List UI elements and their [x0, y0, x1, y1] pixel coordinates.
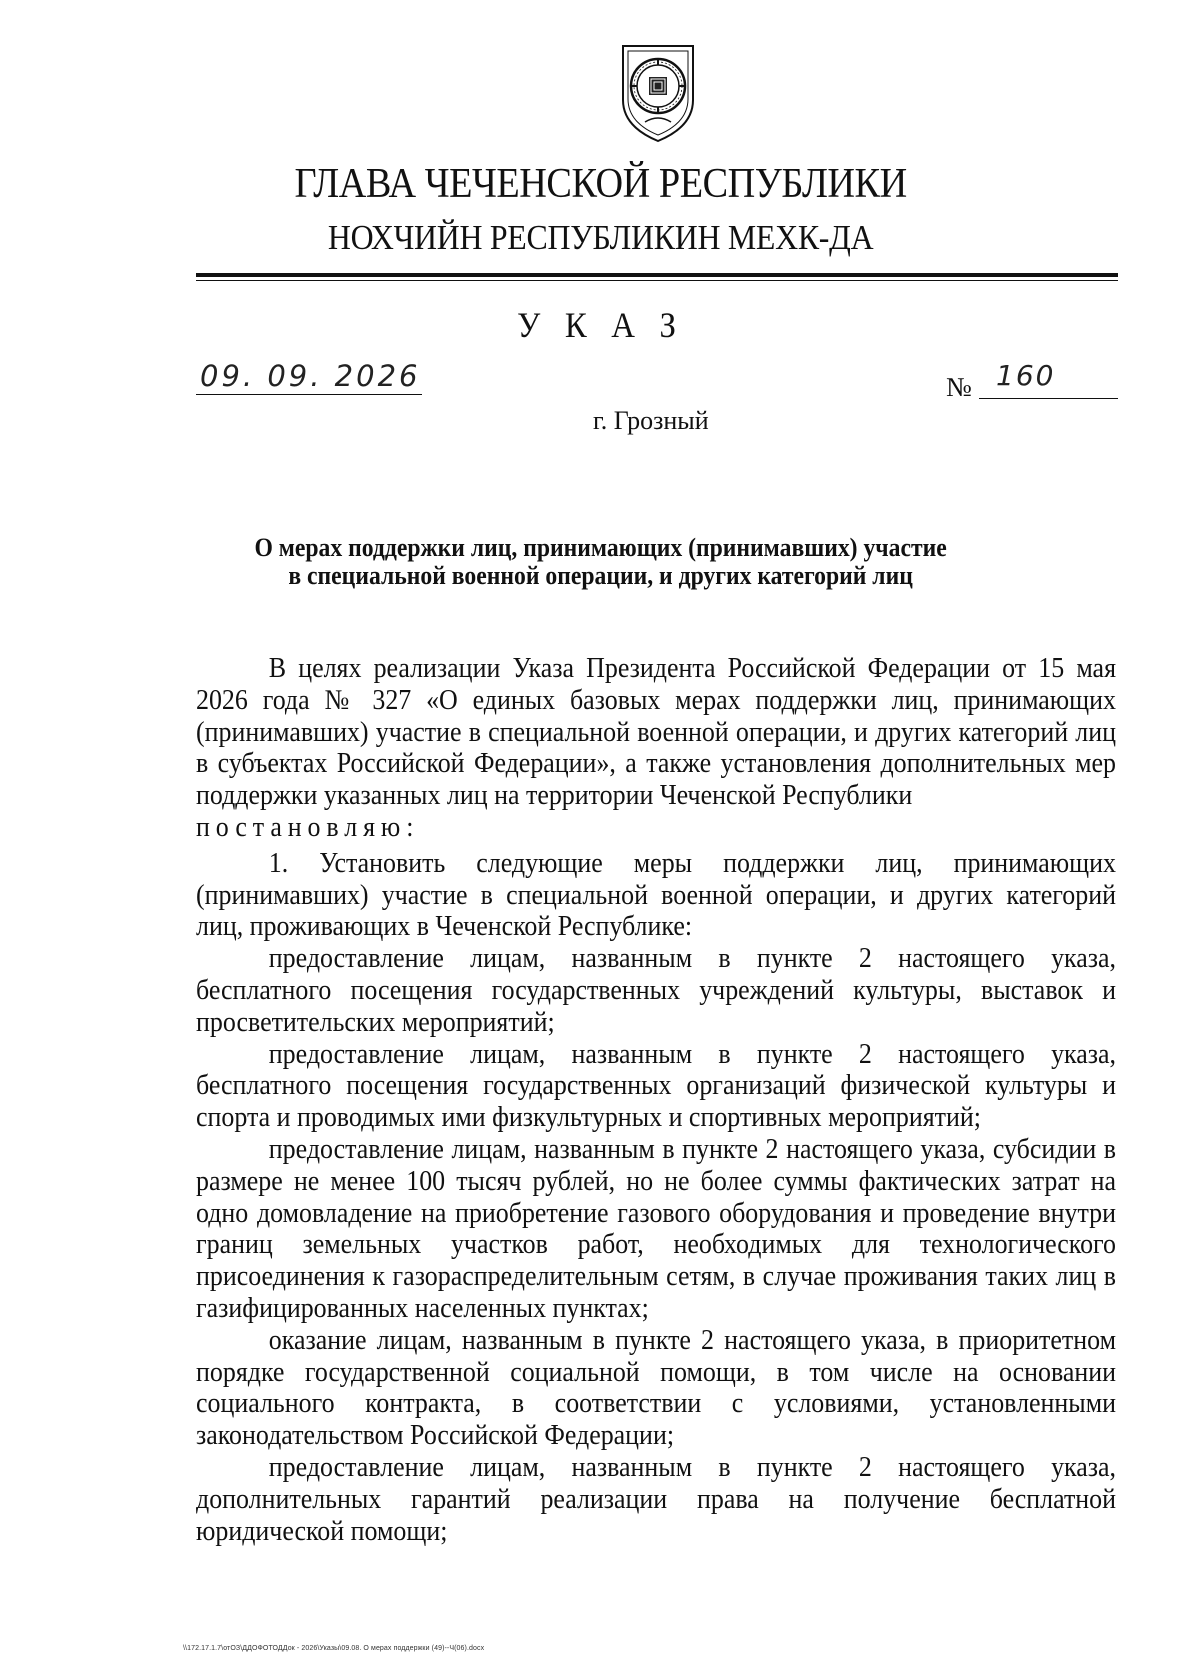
authority-subtitle: НОХЧИЙН РЕСПУБЛИКИН МЕХК-ДА	[327, 218, 874, 257]
footer-file-path: \\172.17.1.7\отОЗ\ДДОФОТОДДок - 2026\Указы\09.08. О мерах поддержки (49)--Ч(06).docx	[183, 1645, 485, 1652]
document-place: г. Грозный	[593, 406, 709, 435]
body-paragraph: предоставление лицам, названным в пункте 2 настоящего указа, бесплатного посещения государственных организаций физической культуры и спорта и проводимых ими физкультурных и спортивных мероприятий;	[196, 1038, 1117, 1134]
header-divider-thin	[196, 280, 1118, 281]
body-paragraph: предоставление лицам, названным в пункте 2 настоящего указа, субсидии в размере не менее 100 тысяч рублей, но не более суммы фактических затрат на одно домовладение на приобретение газового оборудования и проведение внутри границ земельных участков работ, необходимых для технологического присоединения к газораспределительным сетям, в случае проживания таких лиц в газифицированных населенных пунктах;	[196, 1133, 1117, 1324]
number-sign: №	[946, 372, 972, 402]
document-date: 09. 09. 2026	[200, 359, 421, 393]
document-body	[196, 653, 1116, 1547]
document-type: У К А З	[517, 305, 685, 345]
coat-of-arms-icon	[615, 42, 701, 144]
body-paragraph: 1. Установить следующие меры поддержки лиц, принимающих (принимавших) участие в специальной военной операции, и других категорий лиц, проживающих в Чеченской Республике:	[196, 847, 1117, 943]
authority-title: ГЛАВА ЧЕЧЕНСКОЙ РЕСПУБЛИКИ	[294, 161, 907, 207]
body-paragraph: оказание лицам, названным в пункте 2 настоящего указа, в приоритетном порядке государственной социальной помощи, в том числе на основании социального контракта, в соответствии с условиями, установленными законодательством Российской Федерации;	[196, 1324, 1117, 1452]
number-underline	[979, 398, 1118, 399]
body-paragraph: предоставление лицам, названным в пункте 2 настоящего указа, дополнительных гарантий реализации права на получение бесплатной юридической помощи;	[196, 1451, 1117, 1547]
document-title-line: в специальной военной операции, и других категорий лиц	[288, 561, 913, 590]
document-title	[0, 534, 1200, 590]
decree-word: постановляю:	[196, 811, 420, 843]
preamble-text: В целях реализации Указа Президента Российской Федерации от 15 мая 2026 года № 327 «О единых базовых мерах поддержки лиц, принимающих (принимавших) участие в специальной военной операции, и других категорий лиц в субъектах Российской Федерации», а также установления дополнительных мер поддержки указанных лиц на территории Чеченской Республики	[196, 653, 1117, 812]
preamble-paragraph	[196, 653, 1116, 844]
date-underline	[196, 394, 422, 395]
body-paragraph: предоставление лицам, названным в пункте 2 настоящего указа, бесплатного посещения государственных учреждений культуры, выставок и просветительских мероприятий;	[196, 943, 1117, 1038]
header-divider-thick	[196, 273, 1118, 277]
document-number: 160	[996, 359, 1056, 392]
document-title-line: О мерах поддержки лиц, принимающих (принимавших) участие	[254, 533, 947, 562]
